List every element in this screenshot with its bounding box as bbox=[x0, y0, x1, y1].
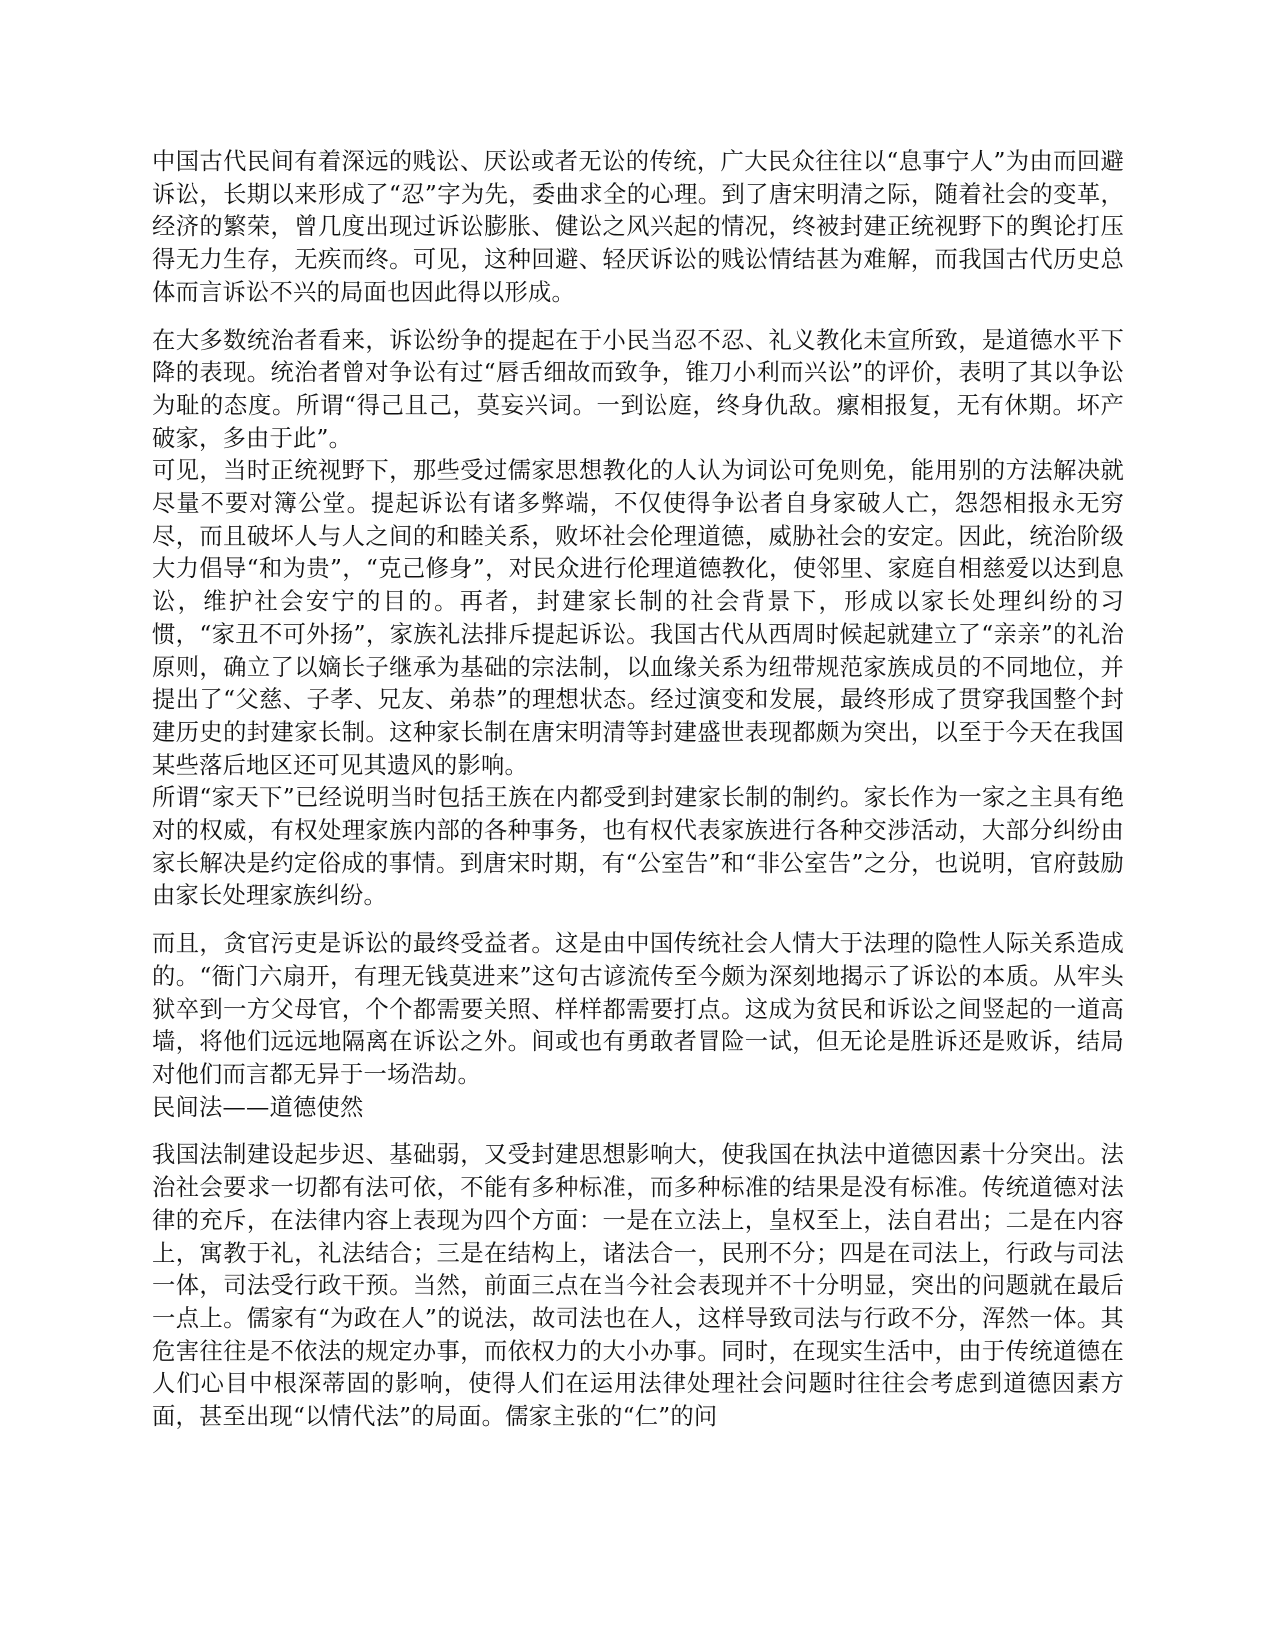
paragraph-confucian-mediation: 可见，当时正统视野下，那些受过儒家思想教化的人认为词讼可免则免，能用别的方法解决就尽量不要对簿公堂。提起诉讼有诸多弊端，不仅使得争讼者自身家破人亡，怨怨相报永无穷尽，而且破坏人与人之间的和睦关系，败坏社会伦理道德，威胁社会的安定。因此，统治阶级大力倡导“和为贵”，“克己修身”，对民众进行伦理道德教化，使邻里、家庭自相慈爱以达到息讼，维护社会安宁的目的。再者，封建家长制的社会背景下，形成以家长处理纠纷的习惯，“家丑不可外扬”，家族礼法排斥提起诉讼。我国古代从西周时候起就建立了“亲亲”的礼治原则，确立了以嫡长子继承为基础的宗法制，以血缘关系为纽带规范家族成员的不同地位，并提出了“父慈、子孝、兄友、弟恭”的理想状态。经过演变和发展，最终形成了贯穿我国整个封建历史的封建家长制。这种家长制在唐宋明清等封建盛世表现都颇为突出，以至于今天在我国某些落后地区还可见其遗风的影响。 bbox=[152, 457, 1124, 779]
paragraph-litigation-tradition: 中国古代民间有着深远的贱讼、厌讼或者无讼的传统，广大民众往往以“息事宁人”为由而回避诉讼，长期以来形成了“忍”字为先，委曲求全的心理。到了唐宋明清之际，随着社会的变革，经济的繁荣，曾几度出现过诉讼膨胀、健讼之风兴起的情况，终被封建正统视野下的舆论打压得无力生存，无疾而终。可见，这种回避、轻厌诉讼的贱讼情结甚为难解，而我国古代历史总体而言诉讼不兴的局面也因此得以形成。 bbox=[152, 148, 1124, 306]
document-body bbox=[152, 146, 1124, 1434]
paragraph-rulers-view: 在大多数统治者看来，诉讼纷争的提起在于小民当忍不忍、礼义教化未宣所致，是道德水平下降的表现。统治者曾对争讼有过“唇舌细故而致争，锥刀小利而兴讼”的评价，表明了其以争讼为耻的态度。所谓“得己且己，莫妄兴词。一到讼庭，终身仇敌。瘰相报复，无有休期。坏产破家，多由于此”。 bbox=[152, 326, 1124, 452]
paragraph-corrupt-officials: 而且，贪官污吏是诉讼的最终受益者。这是由中国传统社会人情大于法理的隐性人际关系造成的。“衙门六扇开，有理无钱莫进来”这句古谚流传至今颇为深刻地揭示了诉讼的本质。从牢头狱卒到一方父母官，个个都需要关照、样样都需要打点。这成为贫民和诉讼之间竖起的一道高墙，将他们远远地隔离在诉讼之外。间或也有勇敢者冒险一试，但无论是胜诉还是败诉，结局对他们而言都无异于一场浩劫。 bbox=[152, 930, 1124, 1088]
paragraph-morality-and-law: 我国法制建设起步迟、基础弱，又受封建思想影响大，使我国在执法中道德因素十分突出。法治社会要求一切都有法可依，不能有多种标准，而多种标准的结果是没有标准。传统道德对法律的充斥，在法律内容上表现为四个方面：一是在立法上，皇权至上，法自君出；二是在内容上，寓教于礼，礼法结合；三是在结构上，诸法合一，民刑不分；四是在司法上，行政与司法一体，司法受行政干预。当然，前面三点在当今社会表现并不十分明显，突出的问题就在最后一点上。儒家有“为政在人”的说法，故司法也在人，这样导致司法与行政不分，浑然一体。其危害往往是不依法的规定办事，而依权力的大小办事。同时，在现实生活中，由于传统道德在人们心目中根深蒂固的影响，使得人们在运用法律处理社会问题时往往会考虑到道德因素方面，甚至出现“以情代法”的局面。儒家主张的“仁”的问 bbox=[152, 1141, 1124, 1431]
paragraph-family-patriarchy: 所谓“家天下”已经说明当时包括王族在内都受到封建家长制的制约。家长作为一家之主具有绝对的权威，有权处理家族内部的各种事务，也有权代表家族进行各种交涉活动，大部分纠纷由家长解决是约定俗成的事情。到唐宋时期，有“公室告”和“非公室告”之分，也说明，官府鼓励由家长处理家族纠纷。 bbox=[152, 784, 1124, 910]
section-heading: 民间法——道德使然 bbox=[152, 1093, 364, 1121]
